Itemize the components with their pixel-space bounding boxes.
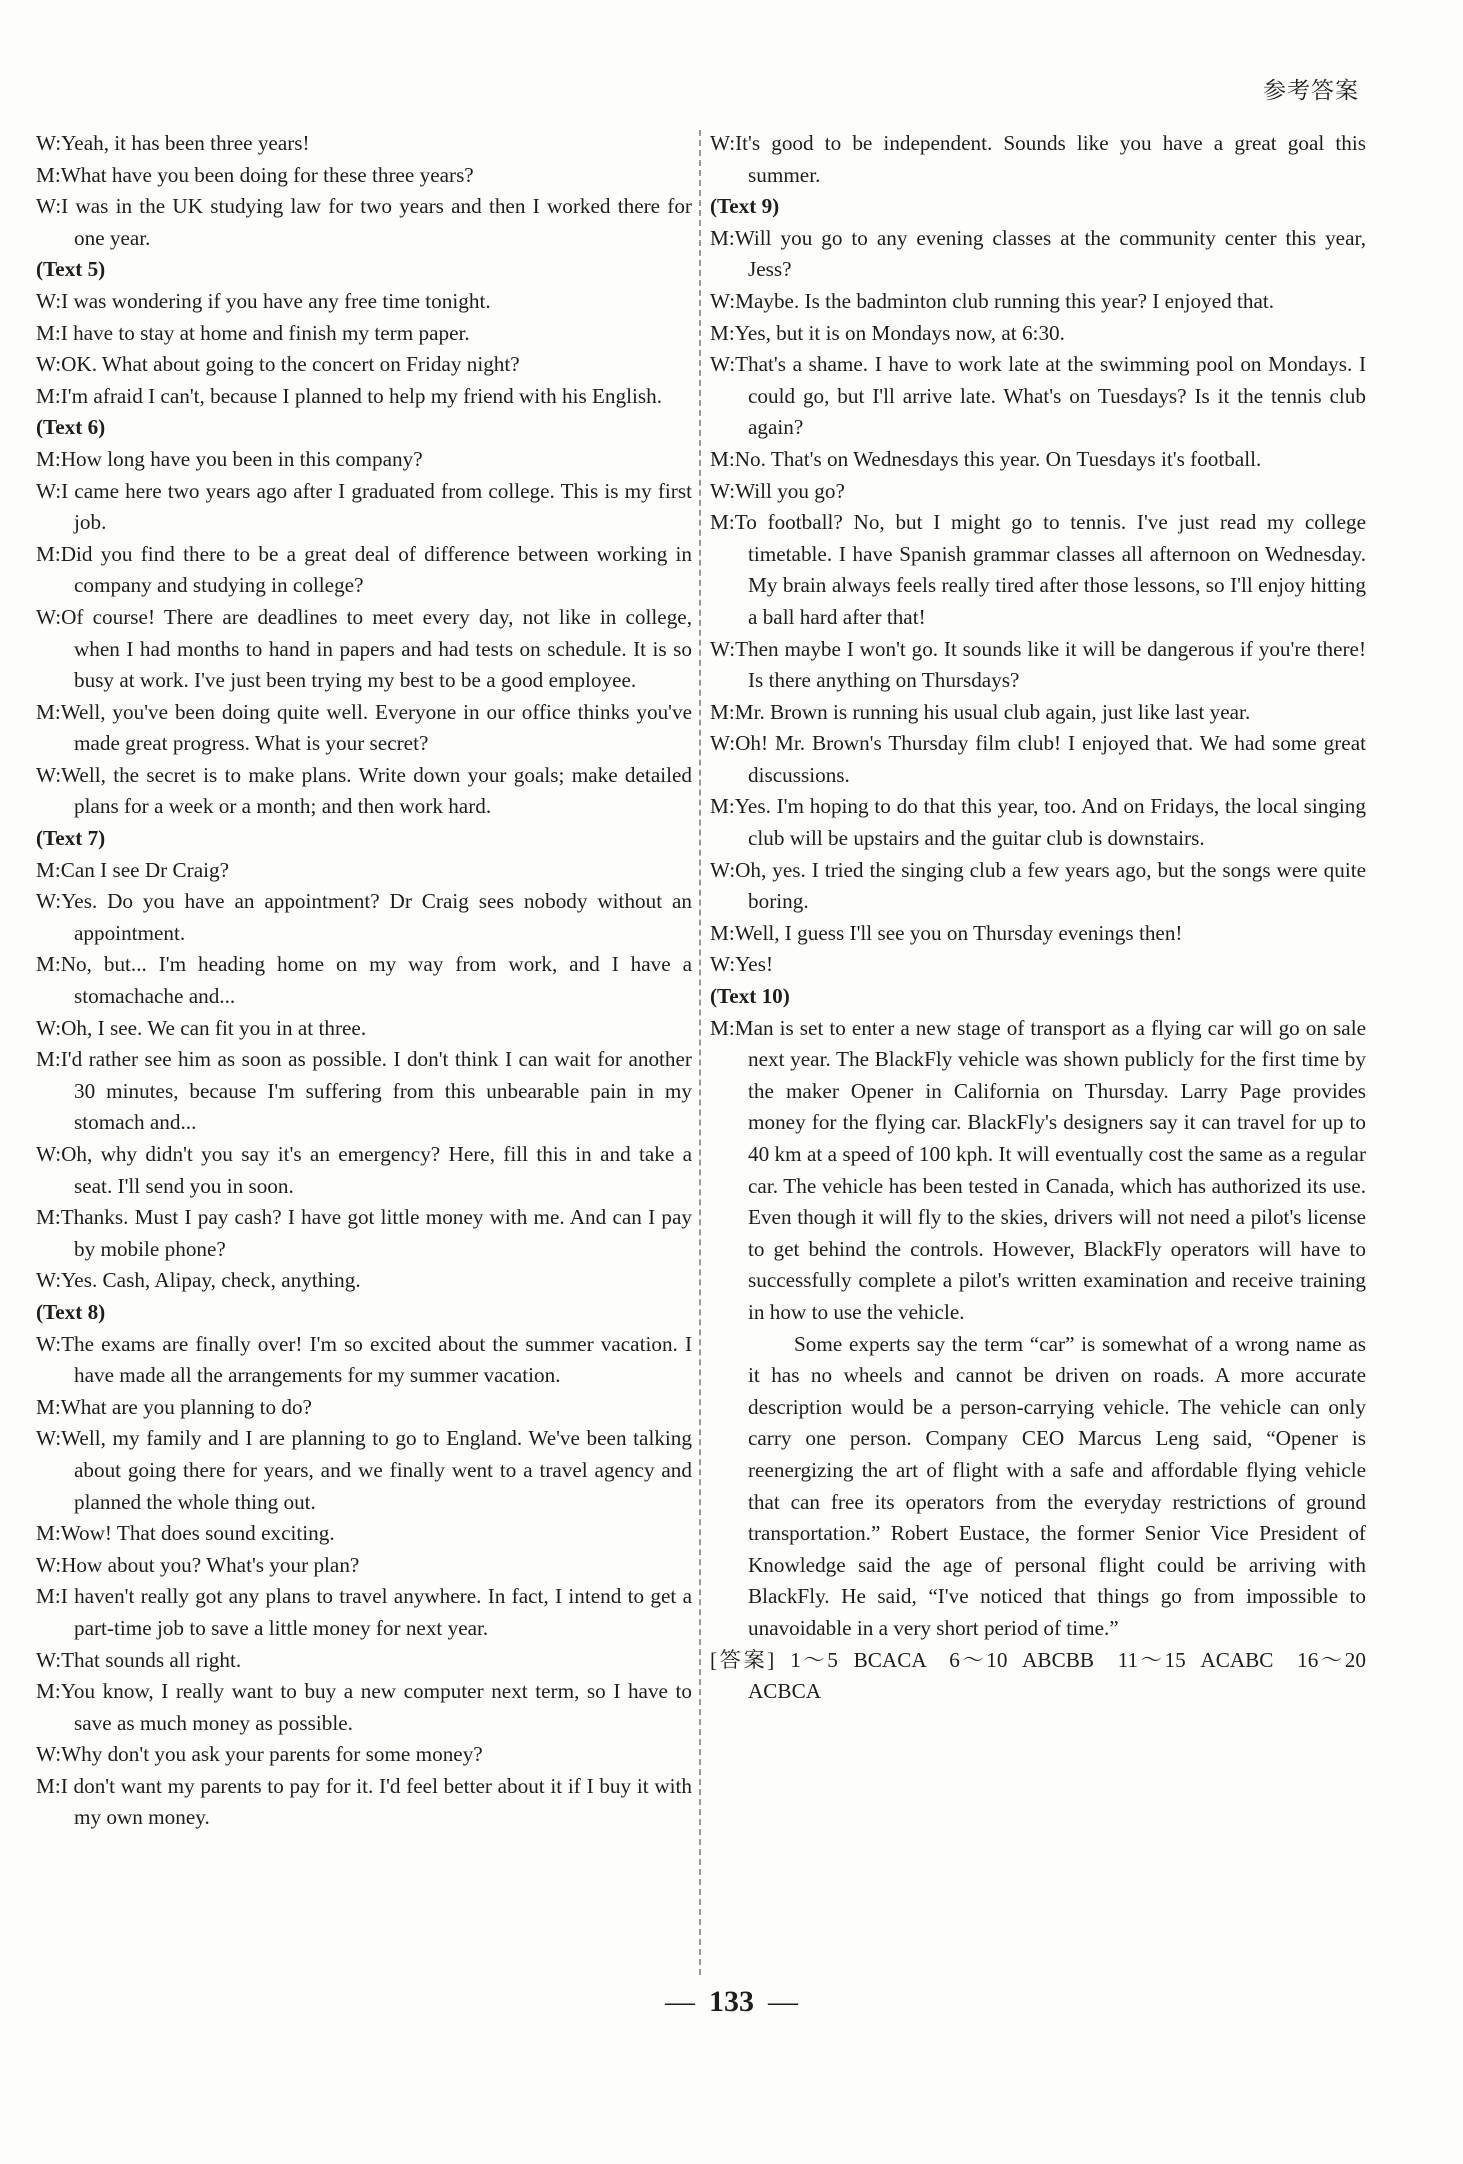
speaker-label: M [710, 446, 729, 471]
speaker-colon: : [55, 131, 62, 155]
dialogue-line [36, 539, 692, 602]
dialogue-text: Thanks. Must I pay cash? I have got little money with me. And can I pay by mobile phone? [60, 1205, 692, 1261]
speaker-label: M [36, 857, 55, 882]
dialogue-text: Of course! There are deadlines to meet every day, not like in college, when I had months to hand in papers and had tests on schedule. It is so busy at work. I've just been trying my best to be a good employee. [61, 604, 692, 693]
text-heading: (Text 9) [710, 194, 780, 219]
dialogue-text: You know, I really want to buy a new computer next term, so I have to save as much money as possible. [60, 1679, 692, 1735]
speaker-label: W [36, 1426, 56, 1451]
speaker-colon: : [728, 320, 735, 345]
speaker-label: M [36, 320, 55, 345]
right-column [710, 128, 1377, 1708]
speaker-label: M [710, 699, 729, 724]
speaker-colon: : [54, 699, 61, 724]
speaker-colon: : [55, 1268, 62, 1293]
speaker-label: M [710, 920, 729, 945]
dialogue-line [36, 697, 692, 760]
speaker-colon: : [729, 636, 736, 661]
text-heading: (Text 7) [36, 826, 106, 851]
speaker-label: W [710, 478, 730, 503]
dialogue-line [710, 286, 1366, 318]
speaker-label: W [36, 352, 56, 377]
speaker-colon: : [728, 699, 735, 724]
text-heading: (Text 8) [36, 1299, 106, 1324]
speaker-label: M [36, 1679, 55, 1704]
speaker-label: M [36, 162, 55, 187]
dialogue-line [710, 728, 1366, 791]
dialogue-text: I have to stay at home and finish my term paper. [60, 320, 470, 345]
speaker-colon: : [729, 288, 736, 313]
speaker-label: W [36, 1647, 56, 1672]
speaker-label: W [36, 131, 56, 155]
speaker-colon: : [55, 478, 62, 503]
speaker-colon: : [729, 478, 736, 503]
speaker-label: M [710, 320, 729, 345]
dialogue-line [710, 697, 1366, 729]
dialogue-line [36, 1044, 692, 1139]
speaker-colon: : [55, 1331, 62, 1356]
page-number-value: 133 [709, 1985, 754, 2018]
dialogue-text: I haven't really got any plans to travel anywhere. In fact, I intend to get a part-time job to save a little money for next year. [60, 1584, 692, 1640]
speaker-label: W [710, 857, 730, 882]
dialogue-line [36, 286, 692, 318]
speaker-label: W [36, 604, 56, 629]
dialogue-text: To football? No, but I might go to tennis. I've just read my college timetable. I have Spanish grammar classes all afternoon on Wednesday. My brain always feels really tired after those lessons, so I'll enjoy hitting a ball hard after that! [734, 510, 1366, 629]
dialogue-line [36, 381, 692, 413]
speaker-colon: : [55, 1142, 62, 1166]
speaker-colon: : [729, 352, 736, 377]
left-column [36, 128, 692, 1834]
speaker-label: M [36, 446, 55, 471]
answer-values: 1～5 BCACA 6～10 ABCBB 11～15 ACABC 16～20 ACBCA [748, 1647, 1377, 1704]
speaker-label: M [36, 1773, 55, 1798]
dialogue-text: Yes. Cash, Alipay, check, anything. [61, 1268, 361, 1293]
speaker-label: M [710, 510, 729, 535]
speaker-label: M [36, 699, 55, 724]
dialogue-text: How long have you been in this company? [60, 446, 423, 471]
dialogue-line [710, 128, 1366, 191]
speaker-label: M [710, 794, 729, 819]
speaker-colon: : [728, 1015, 735, 1040]
dialogue-text: What have you been doing for these three years? [60, 162, 474, 187]
speaker-colon: : [54, 162, 61, 187]
dialogue-text: What are you planning to do? [60, 1394, 312, 1419]
speaker-label: M [36, 383, 55, 408]
dialogue-text: I don't want my parents to pay for it. I'd feel better about it if I buy it with my own money. [60, 1773, 692, 1830]
dialogue-text: Yes, but it is on Mondays now, at 6:30. [734, 320, 1065, 345]
speaker-label: W [710, 288, 730, 313]
dialogue-line [710, 349, 1366, 444]
speaker-label: W [36, 1268, 56, 1293]
speaker-label: M [36, 1205, 55, 1230]
speaker-label: W [36, 194, 56, 219]
speaker-label: W [36, 288, 56, 313]
dialogue-line [710, 949, 1366, 981]
text-heading: (Text 10) [710, 984, 790, 1009]
dialogue-line [710, 318, 1366, 350]
speaker-label: M [36, 1521, 55, 1546]
dialogue-line [36, 949, 692, 1012]
speaker-colon: : [728, 510, 735, 535]
dialogue-line [710, 223, 1366, 286]
page-number-dash-left: — [665, 1985, 695, 2018]
speaker-colon: : [55, 1426, 62, 1451]
speaker-colon: : [54, 541, 61, 566]
dialogue-line [36, 1676, 692, 1739]
dialogue-text: Maybe. Is the badminton club running this year? I enjoyed that. [735, 288, 1275, 313]
speaker-colon: : [55, 889, 62, 914]
dialogue-text: Yes. I'm hoping to do that this year, too. And on Fridays, the local singing club will be upstairs and the guitar club is downstairs. [734, 794, 1366, 851]
speaker-label: M [36, 1394, 55, 1419]
speaker-colon: : [55, 1015, 62, 1040]
speaker-colon: : [55, 1647, 62, 1672]
speaker-label: M [36, 1047, 55, 1072]
dialogue-text: Oh, I see. We can fit you in at three. [61, 1015, 367, 1040]
speaker-colon: : [55, 352, 62, 377]
dialogue-text: Oh, why didn't you say it's an emergency? Here, fill this in and take a seat. I'll send you in soon. [61, 1142, 692, 1198]
dialogue-text: Well, the secret is to make plans. Write down your goals; make detailed plans for a week or a month; and then work hard. [61, 762, 692, 819]
dialogue-text: How about you? What's your plan? [61, 1552, 360, 1577]
dialogue-line [36, 855, 692, 887]
page-number [0, 1985, 1463, 2019]
dialogue-line [36, 602, 692, 697]
dialogue-text: Mr. Brown is running his usual club again, just like last year. [734, 699, 1251, 724]
dialogue-text: Yeah, it has been three years! [61, 131, 310, 155]
dialogue-text: Oh! Mr. Brown's Thursday film club! I enjoyed that. We had some great discussions. [735, 731, 1366, 787]
dialogue-text: That sounds all right. [61, 1647, 242, 1672]
speaker-colon: : [54, 857, 61, 882]
dialogue-text: The exams are finally over! I'm so excited about the summer vacation. I have made all the arrangements for my summer vacation. [61, 1331, 692, 1388]
dialogue-line [36, 1265, 692, 1297]
dialogue-line [36, 1329, 692, 1392]
dialogue-text: I was in the UK studying law for two years and then I worked there for one year. [61, 194, 692, 250]
dialogue-text: Can I see Dr Craig? [60, 857, 229, 882]
speaker-colon: : [54, 1773, 61, 1798]
dialogue-line [36, 1581, 692, 1644]
dialogue-text: Will you go to any evening classes at the community center this year, Jess? [734, 225, 1366, 282]
speaker-label: W [710, 131, 730, 155]
speaker-label: M [710, 1015, 729, 1040]
answer-key [710, 1645, 1377, 1708]
speaker-colon: : [54, 952, 61, 977]
dialogue-text: Well, you've been doing quite well. Everyone in our office thinks you've made great progress. What is your secret? [60, 699, 692, 756]
dialogue-line [36, 444, 692, 476]
speaker-label: M [36, 1584, 55, 1609]
speaker-label: W [36, 1015, 56, 1040]
page-header-title: 参考答案 [1263, 78, 1359, 103]
speaker-label: W [36, 1552, 56, 1577]
dialogue-line [36, 318, 692, 350]
dialogue-line [710, 634, 1366, 697]
speaker-label: W [36, 1742, 56, 1767]
speaker-colon: : [54, 1205, 61, 1230]
dialogue-line [36, 886, 692, 949]
speaker-colon: : [729, 731, 736, 756]
speaker-colon: : [54, 1679, 61, 1704]
page-number-dash-right: — [768, 1985, 798, 2018]
dialogue-line [36, 1518, 692, 1550]
dialogue-line [710, 791, 1366, 854]
dialogue-text: It's good to be independent. Sounds like you have a great goal this summer. [735, 131, 1366, 187]
dialogue-line [36, 160, 692, 192]
speaker-label: W [36, 1142, 56, 1166]
speaker-colon: : [728, 225, 735, 250]
speaker-label: W [36, 1331, 56, 1356]
dialogue-line [710, 855, 1366, 918]
dialogue-line [36, 1645, 692, 1677]
speaker-label: W [710, 952, 730, 977]
dialogue-line [36, 1423, 692, 1518]
column-divider [699, 130, 701, 1975]
speaker-label: W [710, 636, 730, 661]
answer-label: [答案] [710, 1647, 775, 1672]
dialogue-text: Did you find there to be a great deal of difference between working in company and studying in college? [60, 541, 692, 598]
text-heading: (Text 6) [36, 415, 106, 440]
speaker-colon: : [729, 857, 736, 882]
dialogue-line [36, 349, 692, 381]
speaker-colon: : [54, 1394, 61, 1419]
dialogue-line [36, 476, 692, 539]
dialogue-text: I came here two years ago after I graduated from college. This is my first job. [61, 478, 692, 535]
dialogue-line [710, 918, 1366, 950]
dialogue-text: That's a shame. I have to work late at the swimming pool on Mondays. I could go, but I'll arrive late. What's on Tuesdays? Is it the tennis club again? [735, 352, 1366, 440]
speaker-colon: : [54, 383, 61, 408]
speaker-colon: : [728, 446, 735, 471]
speaker-label: M [36, 541, 55, 566]
speaker-colon: : [54, 1047, 61, 1072]
dialogue-text: No, but... I'm heading home on my way from work, and I have a stomachache and... [60, 952, 692, 1009]
passage-paragraph: Some experts say the term “car” is somewhat of a wrong name as it has no wheels and cannot be driven on roads. A more accurate description would be a person-carrying vehicle. The vehicle can only carry one person. Company CEO Marcus Leng said, “Opener is reenergizing the art of flight with a safe and affordable flying vehicle that can free its operators from the everyday restrictions of ground transportation.” Robert Eustace, the former Senior Vice President of Knowledge said the age of personal flight could be arriving with BlackFly. He said, “I've noticed that things go from impossible to unavoidable in a very short period of time.” [748, 1331, 1366, 1640]
dialogue-text: I'm afraid I can't, because I planned to help my friend with his English. [60, 383, 663, 408]
speaker-colon: : [55, 288, 62, 313]
dialogue-text: Wow! That does sound exciting. [60, 1521, 335, 1546]
dialogue-line [36, 1392, 692, 1424]
dialogue-line [36, 128, 692, 160]
dialogue-text: Well, my family and I are planning to go to England. We've been talking about going there for years, and we finally went to a travel agency and planned the whole thing out. [61, 1426, 692, 1514]
dialogue-line [36, 191, 692, 254]
dialogue-line [710, 507, 1366, 633]
speaker-colon: : [55, 1742, 62, 1767]
speaker-colon: : [54, 320, 61, 345]
speaker-colon: : [728, 794, 735, 819]
speaker-label: W [710, 731, 730, 756]
dialogue-text: Yes. Do you have an appointment? Dr Craig sees nobody without an appointment. [61, 889, 692, 945]
dialogue-line [36, 1771, 692, 1834]
dialogue-text: I was wondering if you have any free time tonight. [61, 288, 491, 313]
speaker-label: W [710, 352, 730, 377]
dialogue-text: No. That's on Wednesdays this year. On Tuesdays it's football. [734, 446, 1262, 471]
dialogue-line [36, 1550, 692, 1582]
dialogue-line [36, 1202, 692, 1265]
dialogue-text: Why don't you ask your parents for some money? [61, 1742, 483, 1767]
speaker-colon: : [55, 1552, 62, 1577]
speaker-colon: : [729, 952, 736, 977]
dialogue-line [36, 1013, 692, 1045]
dialogue-line [710, 1013, 1366, 1329]
text-heading: (Text 5) [36, 257, 106, 282]
speaker-colon: : [55, 604, 62, 629]
dialogue-text: I'd rather see him as soon as possible. I don't think I can wait for another 30 minutes, because I'm suffering from this unbearable pain in my stomach and... [60, 1047, 692, 1135]
speaker-colon: : [54, 446, 61, 471]
dialogue-text: Then maybe I won't go. It sounds like it will be dangerous if you're there! Is there anything on Thursdays? [735, 636, 1366, 693]
speaker-label: M [36, 952, 55, 977]
dialogue-line [710, 476, 1366, 508]
speaker-label: W [36, 762, 56, 787]
dialogue-line [36, 1739, 692, 1771]
speaker-colon: : [54, 1584, 61, 1609]
dialogue-text: Man is set to enter a new stage of transport as a flying car will go on sale next year. The BlackFly vehicle was shown publicly for the first time by the maker Opener in California on Thursday. Larry Page provides money for the flying car. BlackFly's designers say it can travel for up to 40 km at a speed of 100 kph. It will eventually cost the same as a regular car. The vehicle has been tested in Canada, which has authorized its use. Even though it will fly to the skies, drivers will not need a pilot's license to get behind the controls. However, BlackFly operators will have to successfully complete a pilot's written examination and receive training in how to use the vehicle. [734, 1015, 1366, 1324]
speaker-colon: : [729, 131, 736, 155]
dialogue-text: Yes! [735, 952, 773, 977]
dialogue-line [710, 444, 1366, 476]
speaker-label: M [710, 225, 729, 250]
dialogue-line [36, 760, 692, 823]
speaker-label: W [36, 478, 56, 503]
speaker-label: W [36, 889, 56, 914]
dialogue-text: OK. What about going to the concert on Friday night? [61, 352, 520, 377]
speaker-colon: : [55, 194, 62, 219]
speaker-colon: : [728, 920, 735, 945]
dialogue-text: Well, I guess I'll see you on Thursday evenings then! [734, 920, 1183, 945]
dialogue-line [36, 1139, 692, 1202]
speaker-colon: : [54, 1521, 61, 1546]
dialogue-text: Oh, yes. I tried the singing club a few years ago, but the songs were quite boring. [735, 857, 1366, 914]
dialogue-text: Will you go? [735, 478, 845, 503]
speaker-colon: : [55, 762, 62, 787]
